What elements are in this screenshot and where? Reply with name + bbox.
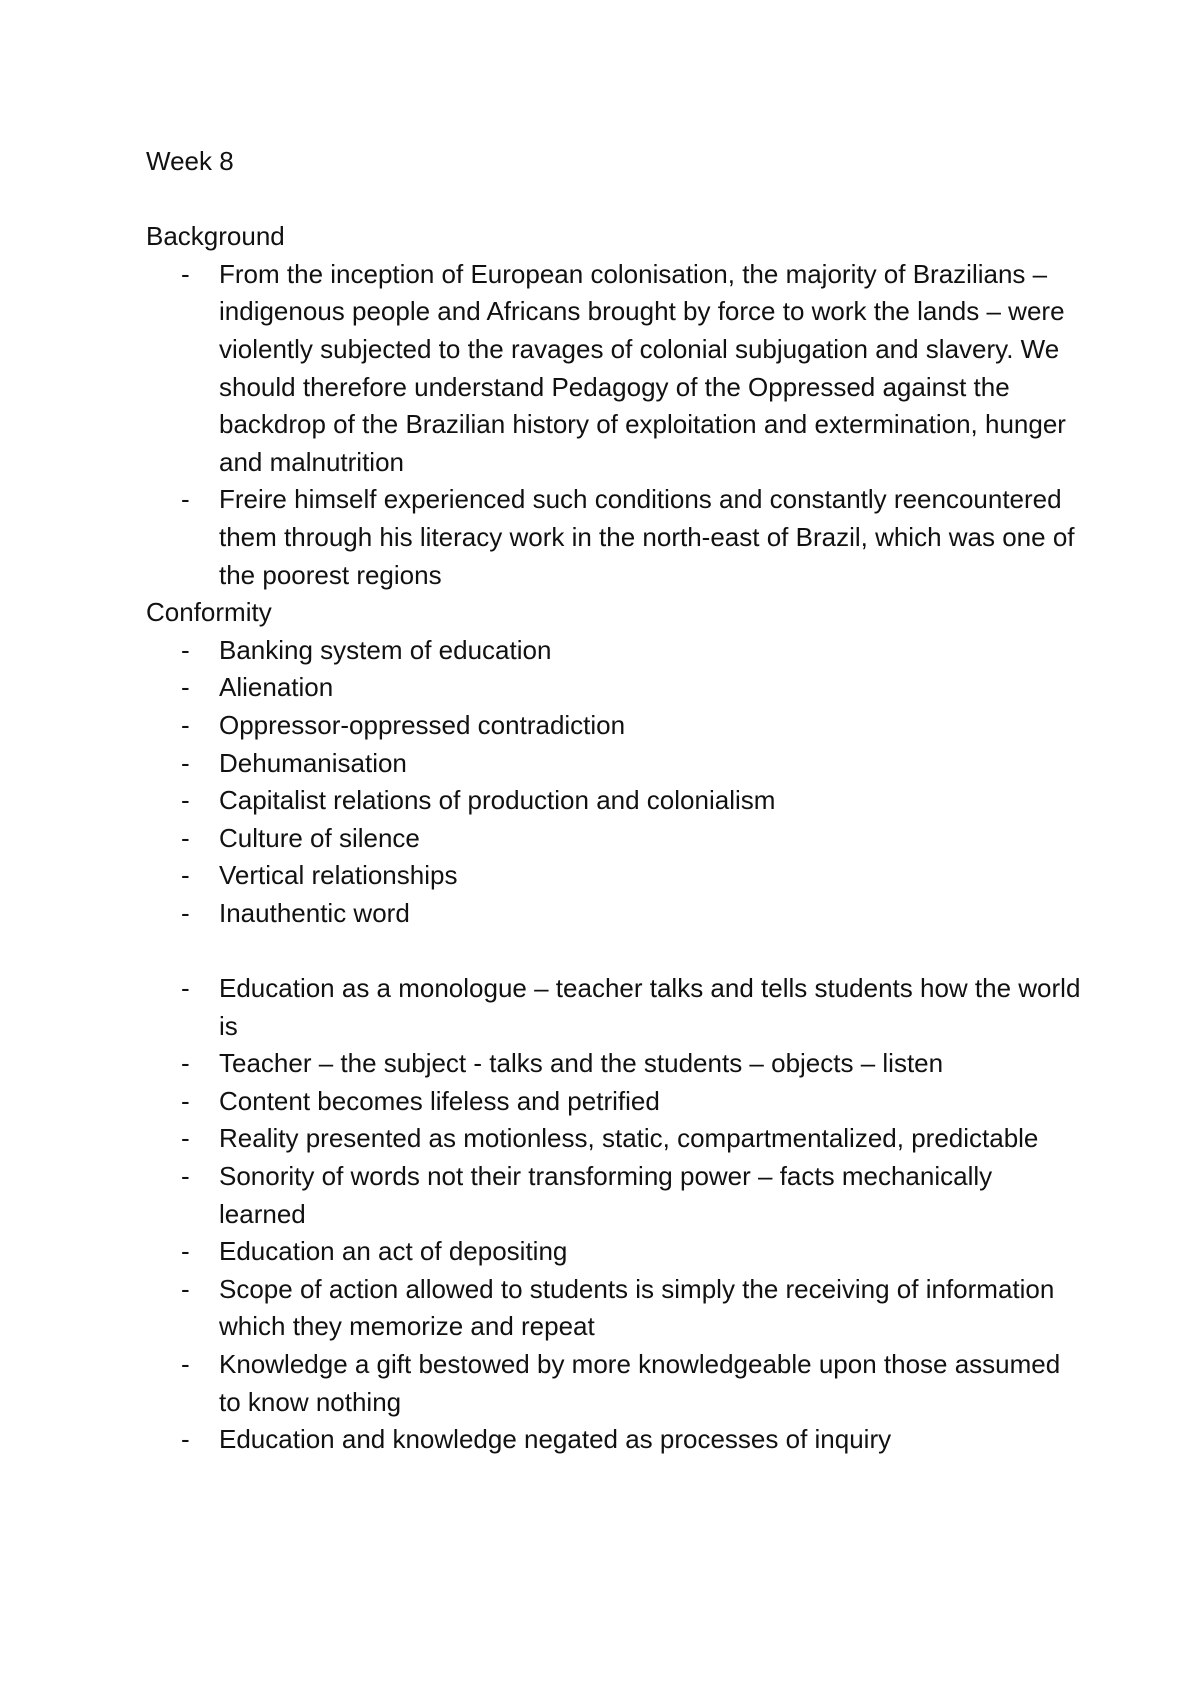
list-item-text: Dehumanisation	[219, 747, 407, 778]
dash-bullet: -	[181, 1123, 190, 1154]
list-item	[146, 782, 1086, 820]
background-list	[146, 256, 1086, 594]
blank-line	[146, 932, 1086, 970]
list-item-text: Teacher – the subject - talks and the students – objects – listen	[219, 1048, 944, 1079]
dash-bullet: -	[181, 1424, 190, 1455]
list-item	[146, 1045, 1086, 1083]
list-item	[146, 1271, 1086, 1346]
list-item-text: Banking system of education	[219, 634, 552, 665]
list-item-text: Education as a monologue – teacher talks and tells students how the world is	[219, 973, 1081, 1041]
list-item-text: Vertical relationships	[219, 860, 458, 891]
dash-bullet: -	[181, 1161, 190, 1192]
list-item	[146, 745, 1086, 783]
list-item-text: Oppressor-oppressed contradiction	[219, 709, 626, 740]
list-item-text: Scope of action allowed to students is simply the receiving of information which they memorize and repeat	[219, 1273, 1055, 1342]
list-item-text: Knowledge a gift bestowed by more knowledgeable upon those assumed to know nothing	[219, 1349, 1061, 1417]
list-item	[146, 970, 1086, 1045]
list-item	[146, 1346, 1086, 1421]
list-item-text: From the inception of European colonisation, the majority of Brazilians – indigenous people and Africans brought by force to work the lands – were violently subjected to the ravages of colonial subjugation and slavery. We should therefore understand Pedagogy of the Oppressed against the backdrop of the Brazilian history of exploitation and extermination, hunger and malnutrition	[219, 258, 1066, 477]
list-item-text: Freire himself experienced such conditions and constantly reencountered them through his literacy work in the north-east of Brazil, which was one of the poorest regions	[219, 484, 1075, 590]
list-item-text: Capitalist relations of production and colonialism	[219, 785, 776, 816]
list-item	[146, 707, 1086, 745]
list-item	[146, 857, 1086, 895]
list-item-text: Culture of silence	[219, 822, 420, 853]
list-item	[146, 1421, 1086, 1459]
list-item-text: Reality presented as motionless, static, compartmentalized, predictable	[219, 1123, 1039, 1154]
dash-bullet: -	[181, 973, 190, 1004]
list-item-text: Education an act of depositing	[219, 1236, 568, 1267]
list-item	[146, 1233, 1086, 1271]
list-item-text: Education and knowledge negated as processes of inquiry	[219, 1424, 892, 1455]
list-item	[146, 1158, 1086, 1233]
list-item-text: Alienation	[219, 672, 334, 703]
dash-bullet: -	[181, 860, 190, 891]
list-item	[146, 895, 1086, 933]
list-item	[146, 1120, 1086, 1158]
dash-bullet: -	[181, 1236, 190, 1267]
list-item	[146, 669, 1086, 707]
dash-bullet: -	[181, 484, 190, 515]
list-item-text: Content becomes lifeless and petrified	[219, 1085, 660, 1116]
list-item-text: Sonority of words not their transforming power – facts mechanically learned	[219, 1161, 993, 1229]
dash-bullet: -	[181, 672, 190, 703]
dash-bullet: -	[181, 1085, 190, 1116]
dash-bullet: -	[181, 1349, 190, 1379]
section-heading-conformity: Conformity	[146, 597, 272, 628]
list-item-text: Inauthentic word	[219, 897, 410, 928]
conformity-list	[146, 632, 1086, 933]
banking-education-list	[146, 970, 1086, 1459]
dash-bullet: -	[181, 897, 190, 928]
page-title: Week 8	[146, 146, 234, 176]
dash-bullet: -	[181, 747, 190, 778]
list-item	[146, 820, 1086, 858]
dash-bullet: -	[181, 1048, 190, 1079]
dash-bullet: -	[181, 709, 190, 740]
list-item	[146, 481, 1086, 594]
list-item	[146, 256, 1086, 482]
dash-bullet: -	[181, 258, 190, 289]
dash-bullet: -	[181, 785, 190, 816]
dash-bullet: -	[181, 634, 190, 665]
list-item	[146, 632, 1086, 670]
list-item	[146, 1083, 1086, 1121]
document-page	[146, 143, 1086, 1459]
section-heading-background: Background	[146, 221, 285, 252]
dash-bullet: -	[181, 822, 190, 853]
dash-bullet: -	[181, 1273, 190, 1304]
